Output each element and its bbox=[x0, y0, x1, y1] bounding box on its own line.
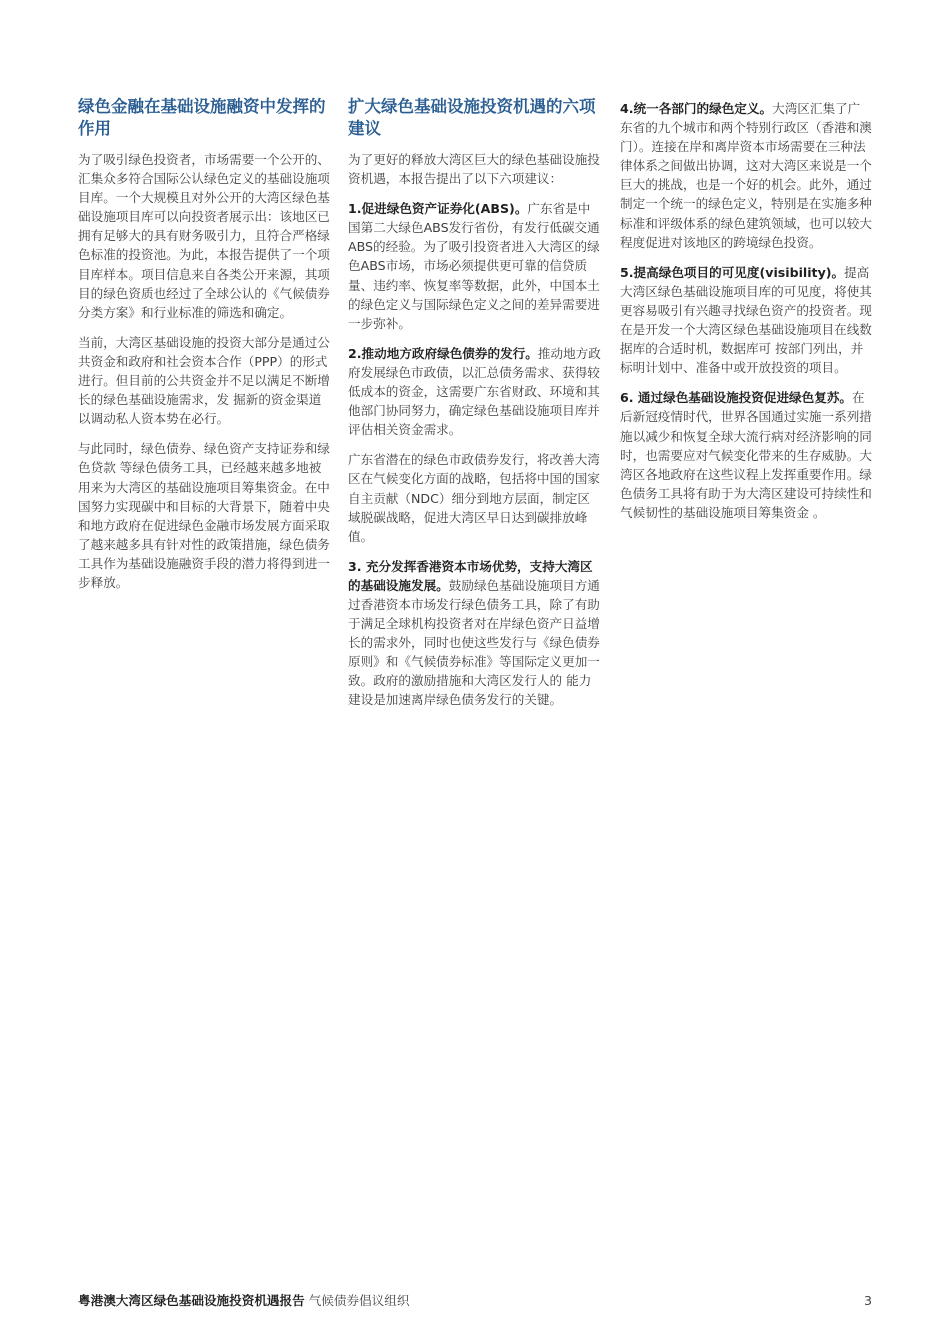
recommendation-1-text: 广东省是中国第二大绿色ABS发行省份，有发行低碳交通ABS的经验。为了吸引投资者进入大湾区的绿色ABS市场，市场必须提供更可靠的信贷质量、违约率、恢复率等数据，此外，中国本土的绿色定义与国际绿色定义之间的差异需要进一步弥补。 bbox=[348, 201, 600, 331]
recommendation-5-title: 5.提高绿色项目的可见度(visibility)。 bbox=[620, 264, 845, 280]
recommendation-6 bbox=[620, 388, 872, 522]
paragraph-ppp-funding: 当前，大湾区基础设施的投资大部分是通过公共资金和政府和社会资本合作（PPP）的形式进行。但目前的公共资金并不足以满足不断增长的绿色基础设施需求，发 掘新的资金渠道以调动私人资本势在必行。 bbox=[78, 334, 330, 427]
footer-report-title: 粤港澳大湾区绿色基础设施投资机遇报告 bbox=[78, 1293, 305, 1308]
column-right bbox=[620, 96, 872, 533]
recommendation-3-title: 3. 充分发挥香港资本市场优势，支持大湾区的基础设施发展。 bbox=[348, 558, 593, 593]
recommendation-4-title: 4.统一各部门的绿色定义。 bbox=[620, 101, 773, 116]
recommendation-3-text: 鼓励绿色基础设施项目方通过香港资本市场发行绿色债务工具，除了有助于满足全球机构投资者对在岸绿色资产日益增长的需求外，同时也使这些发行与《绿色债券原则》和《气候债券标准》等国际定义更加一致。政府的激励措施和大湾区发行人的 能力建设是加速离岸绿色债务发行的关键。 bbox=[348, 577, 600, 708]
section-heading-six-recommendations: 扩大绿色基础设施投资机遇的六项建议 bbox=[348, 97, 596, 138]
recommendation-1-title: 1.促进绿色资产证券化(ABS)。 bbox=[348, 201, 528, 217]
paragraph-recommendations-intro: 为了更好的释放大湾区巨大的绿色基础设施投资机遇，本报告提出了以下六项建议： bbox=[348, 152, 600, 187]
recommendation-6-title: 6. 通过绿色基础设施投资促进绿色复苏。 bbox=[620, 390, 853, 406]
recommendation-4-text: 大湾区汇集了广东省的九个城市和两个特别行政区（香港和澳门）。连接在岸和离岸资本市场需要在三种法律体系之间做出协调，这对大湾区来说是一个巨大的挑战，也是一个好的机会。此外，通过制定一个统一的绿色定义，特别是在实施多种标准和评级体系的绿色建筑领域，也可以较大程度促进对该地区的跨境绿色投资。 bbox=[620, 101, 872, 250]
recommendation-4 bbox=[620, 99, 872, 252]
recommendation-2-text: 推动地方政府发展绿色市政债，以汇总债务需求、获得较低成本的资金，这需要广东省财政、环境和其他部门协同努力，确定绿色基础设施项目库并评估相关资金需求。 bbox=[348, 345, 601, 438]
section-heading-green-finance: 绿色金融在基础设施融资中发挥的作用 bbox=[78, 97, 326, 138]
page-number: 3 bbox=[863, 1293, 872, 1308]
column-middle bbox=[348, 96, 602, 721]
recommendation-1 bbox=[348, 199, 602, 333]
recommendation-2-continued: 广东省潜在的绿色市政债券发行，将改善大湾区在气候变化方面的战略，包括将中国的国家自主贡献（NDC）细分到地方层面，制定区域脱碳战略，促进大湾区早日达到碳排放峰值。 bbox=[348, 452, 600, 544]
recommendation-6-text: 在后新冠疫情时代，世界各国通过实施一系列措施以减少和恢复全球大流行病对经济影响的同时，也需要应对气候变化带来的生存威胁。大湾区各地政府在这些议程上发挥重要作用。绿色债务工具将有助于为大湾区建设可持续性和气候韧性的基础设施项目筹集资金 。 bbox=[620, 390, 872, 520]
footer-organization: 气候债券倡议组织 bbox=[308, 1293, 410, 1308]
page-footer bbox=[78, 1292, 872, 1310]
column-left bbox=[78, 96, 330, 603]
recommendation-3 bbox=[348, 557, 602, 710]
recommendation-2 bbox=[348, 344, 602, 439]
recommendation-5 bbox=[620, 263, 872, 378]
paragraph-project-pool: 为了吸引绿色投资者，市场需要一个公开的、汇集众多符合国际公认绿色定义的基础设施项目库。一个大规模且对外公开的大湾区绿色基础设施项目库可以向投资者展示出：该地区已拥有足够大的具有财务吸引力，且符合严格绿色标准的投资池。为此，本报告提供了一个项目库样本。项目信息来自各类公开来源，其项目的绿色资质也经过了全球公认的《气候债券分类方案》和行业标准的筛选和确定。 bbox=[78, 152, 330, 320]
recommendation-2-title: 2.推动地方政府绿色债券的发行。 bbox=[348, 345, 538, 361]
recommendation-5-text: 提高大湾区绿色基础设施项目库的可见度，将使其更容易吸引有兴趣寻找绿色资产的投资者。现在是开发一个大湾区绿色基础设施项目在线数据库的合适时机，数据库可 按部门列出，并标明计划中、准备中或开放投资的项目。 bbox=[620, 264, 872, 376]
paragraph-green-debt-tools: 与此同时，绿色债券、绿色资产支持证券和绿色贷款 等绿色债务工具，已经越来越多地被用来为大湾区的基础设施项目筹集资金。在中国努力实现碳中和目标的大背景下，随着中央和地方政府在促进绿色金融市场发展方面采取了越来越多具有针对性的政策措施，绿色债务工具作为基础设施融资手段的潜力将得到进一步释放。 bbox=[78, 441, 330, 590]
